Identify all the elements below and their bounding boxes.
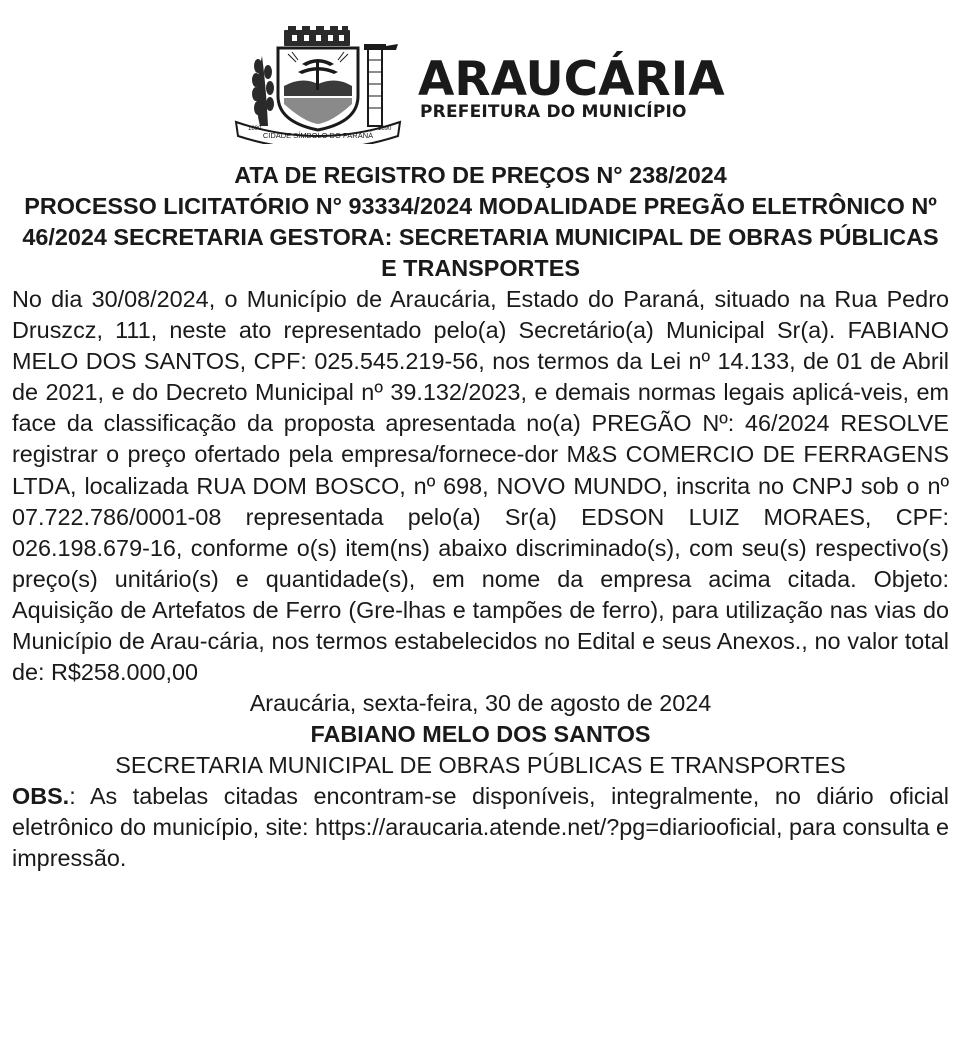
crest-year-right: 1890 [378,126,392,132]
araucaria-coat-of-arms-icon [232,26,404,144]
crest-year-left: 1890 [248,126,262,132]
signer-department: SECRETARIA MUNICIPAL DE OBRAS PÚBLICAS E TRANSPORTES [115,752,846,779]
brand-subtitle: PREFEITURA DO MUNICÍPIO [420,102,687,122]
signer-name: FABIANO MELO DOS SANTOS [310,721,651,748]
process-heading: PROCESSO LICITATÓRIO N° 93334/2024 MODALIDADE PREGÃO ELETRÔNICO Nº 46/2024 SECRETARIA GESTORA: SECRETARIA MUNICIPAL DE OBRAS PÚBLICAS E TRANSPORTES [22,193,939,281]
document-title: ATA DE REGISTRO DE PREÇOS N° 238/2024 [234,162,727,188]
date-line: Araucária, sexta-feira, 30 de agosto de 2024 [249,690,712,717]
brand-block [418,52,758,122]
crest-ribbon-text: CIDADE SÍMBOLO DO PARANÁ [262,131,374,140]
body-paragraph: No dia 30/08/2024, o Município de Araucária, Estado do Paraná, situado na Rua Pedro Druszcz, 111, neste ato representado pelo(a) Secretário(a) Municipal Sr(a). FABIANO MELO DOS SANTOS, CPF: 025.545.219-56, nos termos da Lei nº 14.133, de 01 de Abril de 2021, e do Decreto Municipal nº 39.132/2023, e demais normas legais aplicá-veis, em face da classificação da proposta apresentada no(a) PREGÃO Nº: 46/2024 RESOLVE registrar o preço ofertado pela empresa/fornece-dor M&S COMERCIO DE FERRAGENS LTDA, localizada RUA DOM BOSCO, nº 698, NOVO MUNDO, inscrita no CNPJ sob o nº 07.722.786/0001-08 representada pelo(a) Sr(a) EDSON LUIZ MORAES, CPF: 026.198.679-16, conforme o(s) item(ns) abaixo discriminado(s), com seu(s) respectivo(s) preço(s) unitário(s) e quantidade(s), em nome da empresa acima citada. Objeto: Aquisição de Artefatos de Ferro (Gre-lhas e tampões de ferro), para utilização nas vias do Município de Arau-cária, nos termos estabelecidos no Edital e seus Anexos., no valor total de: R$258.000,00 [12,286,949,686]
obs-paragraph [12,781,949,874]
obs-label: OBS. [12,783,70,810]
letterhead [12,0,949,160]
brand-name: ARAUCÁRIA [418,52,725,107]
obs-text: : As tabelas citadas encontram-se disponíveis, integralmente, no diário oficial eletrônico do município, site: https://araucaria.atende.net/?pg=diariooficial, para consulta e impressão. [12,783,949,872]
